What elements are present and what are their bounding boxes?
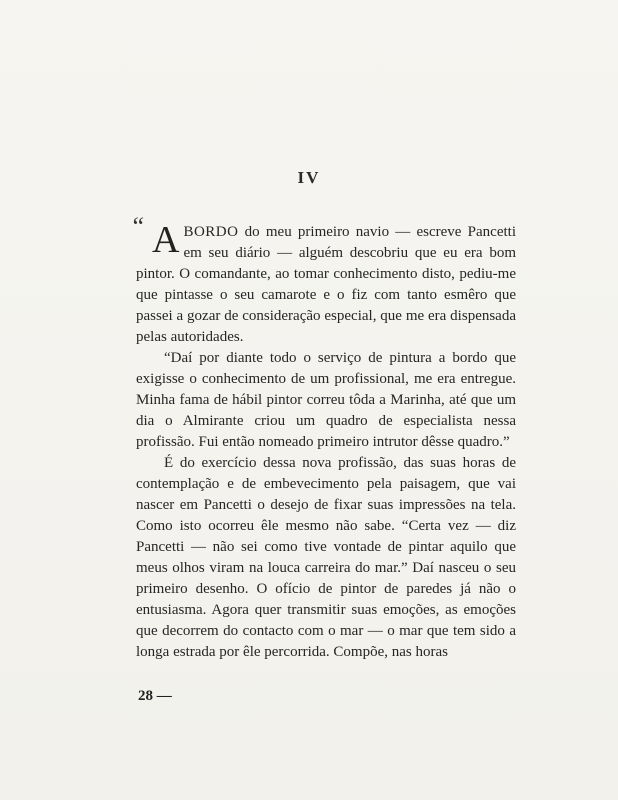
page-number: 28 — [138, 688, 172, 704]
paragraph: É do exercício dessa nova profissão, das suas horas de contemplação e de embevecimento pela paisagem, que vai nascer em Pancetti o desejo de fixar suas impressões na tela. Como isto ocorreu êle mesmo não sabe. “Certa vez — diz Pancetti — não sei como tive vontade de pintar aquilo que meus olhos viram na louca carreira do mar.” Daí nasceu o seu primeiro desenho. O ofício de pintor de paredes já não o entusiasma. Agora quer transmitir suas emoções, as emoções que decorrem do contacto com o mar — o mar que tem sido a longa estrada por êle percorrida. Compõe, nas horas [136, 455, 516, 660]
opening-text: do meu primeiro navio — escreve Pancetti em seu diário — alguém descobriu que eu era bom pintor. O comandante, ao tomar conhecimento disto, pediu-me que pintasse o seu camarote e o fiz com tanto esmêro que passei a gozar de consideração especial, que me era dispensada pelas autoridades. [136, 224, 516, 345]
small-caps-lead: BORDO [183, 224, 239, 240]
opening-quote-mark: “ [130, 212, 145, 241]
opening-paragraph [130, 212, 516, 348]
body-text [130, 212, 516, 663]
paragraph: “Daí por diante todo o serviço de pintura a bordo que exigisse o conhecimento de um profissional, me era entregue. Minha fama de hábil pintor correu tôda a Marinha, até que um dia o Almirante criou um quadro de especialista nessa profissão. Fui então nomeado primeiro intrutor dêsse quadro.” [136, 350, 516, 450]
chapter-heading: IV [297, 168, 321, 187]
drop-cap: A [152, 219, 180, 261]
